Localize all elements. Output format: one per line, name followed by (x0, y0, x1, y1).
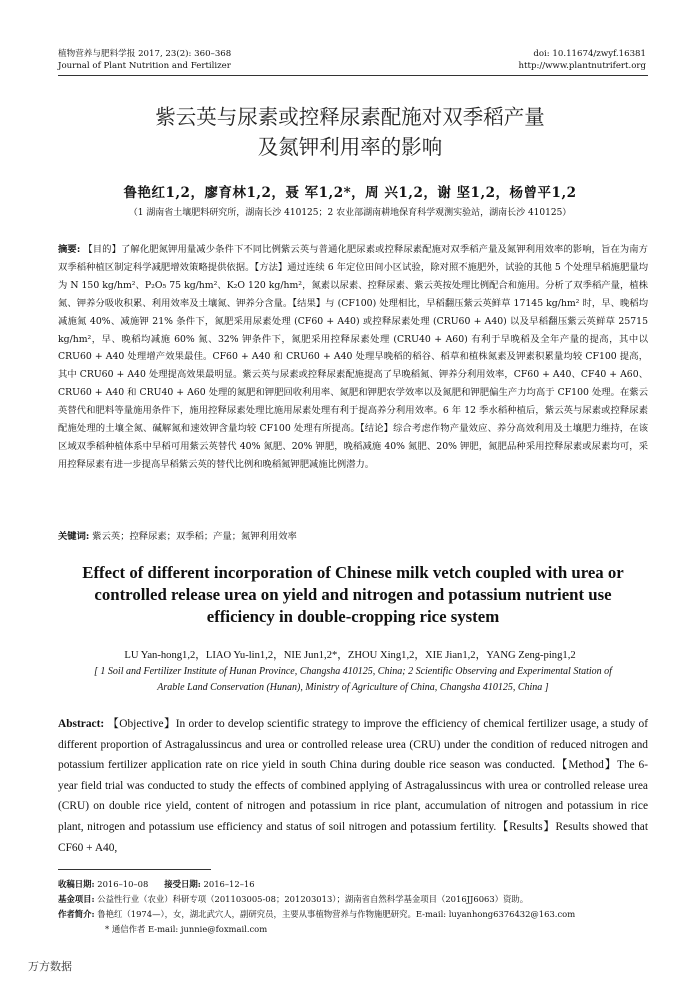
footnote-dates (58, 878, 658, 891)
chinese-keywords-text: 紫云英；控释尿素；双季稻；产量；氮钾利用效率 (92, 531, 297, 542)
english-title: Effect of different incorporation of Chinese milk vetch coupled with urea or controlled release urea on yield and nitrogen and potassium nutrient use efficiency in double-cropping rice system (82, 563, 624, 626)
chinese-abstract-text: 【目的】了解化肥氮钾用量减少条件下不同比例紫云英与普通化肥尿素或控释尿素配施对双季稻产量及氮钾利用效率的影响，旨在为南方双季稻种植区制定科学减肥增效策略提供依据。【方法】通过连续 6 年定位田间小区试验，除对照不施肥外，试验的其他 5 个处理早稻施肥量均为 N 150 kg/hm²、P₂O₅ 75 kg/hm²、K₂O 120 kg/hm²，氮素以尿素、控释尿素、紫云英按处理比例配合和施用。分析了双季稻产量，植株氮、钾养分吸收积累、利用效率及土壤氮、钾养分含量。【结果】与 (CF100) 处理相比，早稻翻压紫云英鲜草 17145 kg/hm² 时，早、晚稻均减施氮 40%、减施钾 21% 条件下，氮肥采用尿素处理 (CF60 + A40) 或控释尿素处理 (CRU60 + A40) 以及早稻翻压紫云英鲜草 25715 kg/hm²，早、晚稻均减施 60% 氮、32% 钾条件下，氮肥采用控释尿素处理 (CRU40 + A60) 有利于早晚稻及全年产量的提高，其中以 CRU60 + A40 处理增产效果最佳。CF60 + A40 和 CRU60 + A40 处理早晚稻的稻谷、稻草和植株氮素及钾素积累量均较 CF100 提高，其中 CRU60 + A40 处理提高效果最明显。紫云英与尿素或控释尿素配施提高了早晚稻氮、钾养分利用效率，CF60 + A40、CF40 + A60、CRU60 + A40 和 CRU40 + A60 处理的氮肥和钾肥回收利用率、氮肥和钾肥农学效率以及氮肥和钾肥偏生产力均高于 CF100 处理。在紫云英替代和肥料等量施用条件下，施用控释尿素处理比施用尿素处理有利于提高养分利用效率。6 年 12 季水稻种植后，紫云英与尿素或控释尿素配施处理的土壤全氮、碱解氮和速效钾含量均较 CF100 处理有所提高。【结论】综合考虑作物产量效应、养分高效利用及土壤肥力维持，在该区域双季稻种植体系中早稻可用紫云英替代 40% 氮肥、20% 钾肥，晚稻减施 40% 氮肥、20% 钾肥，氮肥品种采用控释尿素或尿素均可，采用控释尿素有进一步提高早稻紫云英的替代比例和晚稻氮钾肥减施比例潜力。 (58, 244, 648, 470)
english-abstract-label: Abstract: (58, 718, 105, 730)
chinese-abstract-label: 摘要: (58, 244, 81, 255)
chinese-affiliation: （1 湖南省土壤肥料研究所，湖南长沙 410125；2 农业部湖南耕地保育科学观测实验站，湖南长沙 410125） (128, 208, 572, 218)
footnote-rule (58, 869, 211, 870)
corresponding-author: * 通信作者 E-mail: junnie@foxmail.com (105, 924, 268, 934)
chinese-keywords-label: 关键词: (58, 531, 90, 542)
english-authors: LU Yan-hong1,2，LIAO Yu-lin1,2，NIE Jun1,2*，ZHOU Xing1,2，XIE Jian1,2，YANG Zeng-ping1,2 (124, 650, 576, 661)
accepted-date: 2016–12–16 (203, 879, 255, 889)
received-label: 收稿日期: (58, 879, 95, 889)
footnote-author-bio (58, 908, 658, 921)
english-affiliation: [ 1 Soil and Fertilizer Institute of Hunan Province, Changsha 410125, China; 2 Scientific Observing and Experimental Station of Arable Land Conservation (Hunan), Ministry of Agriculture of China, Changsha 410125, China ] (94, 666, 612, 693)
watermark: 万方数据 (28, 960, 72, 973)
received-date: 2016–10–08 (97, 879, 149, 889)
chinese-abstract (58, 241, 648, 474)
accepted-label: 接受日期: (164, 879, 201, 889)
chinese-keywords (58, 528, 648, 542)
journal-header-right (408, 48, 646, 72)
journal-header-left (58, 48, 231, 72)
journal-name-en: Journal of Plant Nutrition and Fertilizer (58, 61, 231, 71)
header-rule (58, 75, 648, 76)
funding-label: 基金项目: (58, 894, 95, 904)
footnote-funding (58, 893, 658, 906)
english-abstract-text: 【Objective】In order to develop scientific strategy to improve the efficiency of chemical fertilizer usage, a study of different proportion of Astragalussincus and urea or controlled release urea (CRU) under the condition of reduced nitrogen and potassium fertilizer application rate on rice yield in south China during double rice season was conducted.【Method】The 6-year field trial was conducted to study the effects of combined applying of Astragalussincus with urea or controlled release urea (CRU) on double rice yield, content of nitrogen and potassium in rice plant, accumulation of nitrogen and potassium in rice plant, nitrogen and potassium use efficiency and status of soil nitrogen and potassium fertility.【Results】Results showed that CF60 + A40, (58, 718, 648, 854)
doi-text: doi: 10.11674/zwyf.16381 (533, 49, 646, 59)
journal-citation-cn: 植物营养与肥料学报 2017, 23(2): 360–368 (58, 49, 232, 59)
chinese-authors: 鲁艳红1,2，廖育林1,2，聂 军1,2*，周 兴1,2，谢 坚1,2，杨曾平1,2 (123, 185, 577, 201)
english-abstract (58, 714, 648, 858)
author-bio-label: 作者简介: (58, 909, 95, 919)
funding-text: 公益性行业（农业）科研专项（201103005-08；201203013）；湖南省自然科学基金项目（2016JJ6063）资助。 (97, 894, 529, 904)
author-bio-text: 鲁艳红（1974—），女，湖北武穴人，副研究员，主要从事植物营养与作物施肥研究。E-mail: luyanhong6376432@163.com (97, 909, 576, 919)
chinese-title-line1: 紫云英与尿素或控释尿素配施对双季稻产量 (155, 105, 545, 129)
journal-url[interactable]: http://www.plantnutrifert.org (518, 61, 646, 71)
chinese-title-line2: 及氮钾利用率的影响 (257, 135, 443, 159)
